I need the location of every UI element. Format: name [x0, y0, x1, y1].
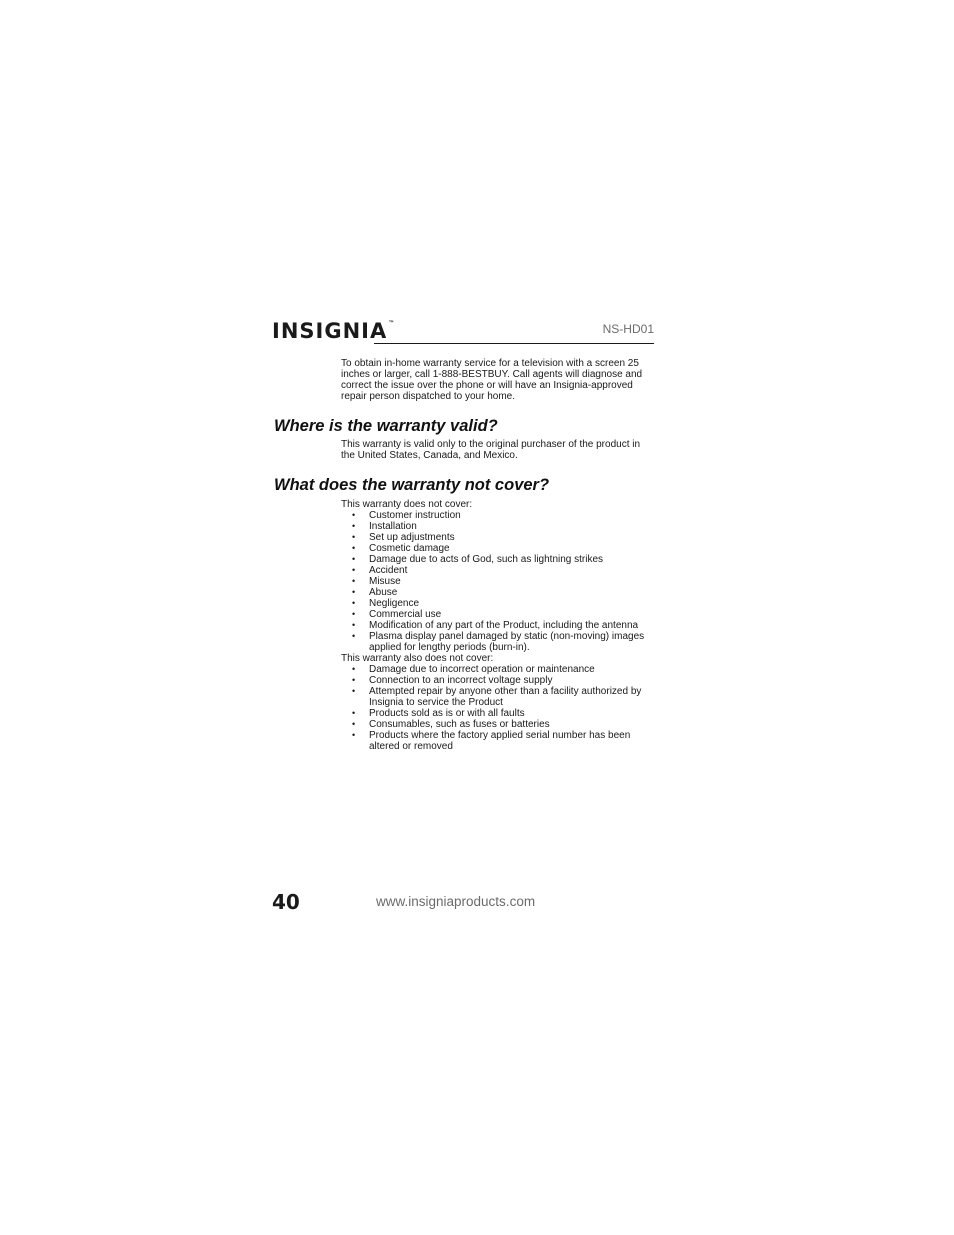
trademark-mark: ™: [388, 320, 395, 327]
list-item-text: Connection to an incorrect voltage supply: [369, 675, 553, 686]
bullet-icon: •: [352, 598, 356, 608]
bullet-icon: •: [352, 521, 356, 531]
bullet-icon: •: [352, 675, 356, 685]
also-not-cover-list: [341, 664, 657, 752]
bullet-icon: •: [352, 708, 356, 718]
heading-warranty-valid: Where is the warranty valid?: [274, 417, 498, 435]
bullet-icon: •: [352, 631, 356, 641]
list-item-text: Damage due to incorrect operation or maintenance: [369, 664, 595, 675]
bullet-icon: •: [352, 587, 356, 597]
website-url: www.insigniaproducts.com: [376, 894, 536, 909]
list-item: [341, 609, 657, 620]
bullet-icon: •: [352, 554, 356, 564]
list-item: [341, 708, 657, 719]
logo-text: INSIGNIA: [272, 319, 388, 343]
bullet-icon: •: [352, 730, 356, 740]
list-item-text: Attempted repair by anyone other than a facility authorized by Insignia to service the Product: [369, 686, 642, 708]
list-item: [341, 532, 657, 543]
list-item: [341, 598, 657, 609]
list-item: [341, 730, 657, 752]
list-item-text: Accident: [369, 565, 408, 576]
list-item-text: Commercial use: [369, 609, 442, 620]
list-item: [341, 554, 657, 565]
bullet-icon: •: [352, 576, 356, 586]
list-item-text: Modification of any part of the Product, including the antenna: [369, 620, 639, 631]
list-item: [341, 620, 657, 631]
brand-logo: [272, 321, 394, 342]
list-item: [341, 675, 657, 686]
list-item: [341, 686, 657, 708]
model-number: NS-HD01: [602, 322, 654, 336]
list-item: [341, 565, 657, 576]
list-item: [341, 576, 657, 587]
valid-paragraph: This warranty is valid only to the original purchaser of the product in the United States, Canada, and Mexico.: [341, 439, 641, 461]
list-item-text: Consumables, such as fuses or batteries: [369, 719, 550, 730]
bullet-icon: •: [352, 664, 356, 674]
list-item: [341, 664, 657, 675]
list-item: [341, 510, 657, 521]
list-item-text: Cosmetic damage: [369, 543, 450, 554]
list-item-text: Abuse: [369, 587, 398, 598]
list-item-text: Installation: [369, 521, 417, 532]
list-item-text: Damage due to acts of God, such as lightning strikes: [369, 554, 604, 565]
bullet-icon: •: [352, 510, 356, 520]
bullet-icon: •: [352, 609, 356, 619]
list-item-text: Negligence: [369, 598, 420, 609]
bullet-icon: •: [352, 565, 356, 575]
list-item: [341, 543, 657, 554]
header-rule: [374, 343, 654, 344]
also-not-cover-lead: This warranty also does not cover:: [341, 653, 494, 664]
intro-paragraph: To obtain in-home warranty service for a television with a screen 25 inches or larger, call 1-888-BESTBUY. Call agents will diagnose and correct the issue over the phone or will have an Insignia-approved repair person dispatched to your home.: [341, 358, 643, 402]
not-cover-lead: This warranty does not cover:: [341, 499, 473, 510]
list-item-text: Misuse: [369, 576, 401, 587]
not-cover-block: [341, 499, 657, 752]
list-item-text: Products where the factory applied serial number has been altered or removed: [369, 730, 631, 752]
list-item-text: Plasma display panel damaged by static (non-moving) images applied for lengthy periods (burn-in).: [369, 631, 645, 653]
list-item: [341, 631, 657, 653]
bullet-icon: •: [352, 719, 356, 729]
bullet-icon: •: [352, 686, 356, 696]
bullet-icon: •: [352, 620, 356, 630]
not-cover-list: [341, 510, 657, 653]
heading-not-cover: What does the warranty not cover?: [274, 476, 550, 494]
list-item: [341, 521, 657, 532]
page-number: 40: [272, 890, 300, 914]
list-item-text: Products sold as is or with all faults: [369, 708, 525, 719]
bullet-icon: •: [352, 532, 356, 542]
list-item-text: Customer instruction: [369, 510, 461, 521]
bullet-icon: •: [352, 543, 356, 553]
list-item: [341, 587, 657, 598]
list-item: [341, 719, 657, 730]
list-item-text: Set up adjustments: [369, 532, 455, 543]
